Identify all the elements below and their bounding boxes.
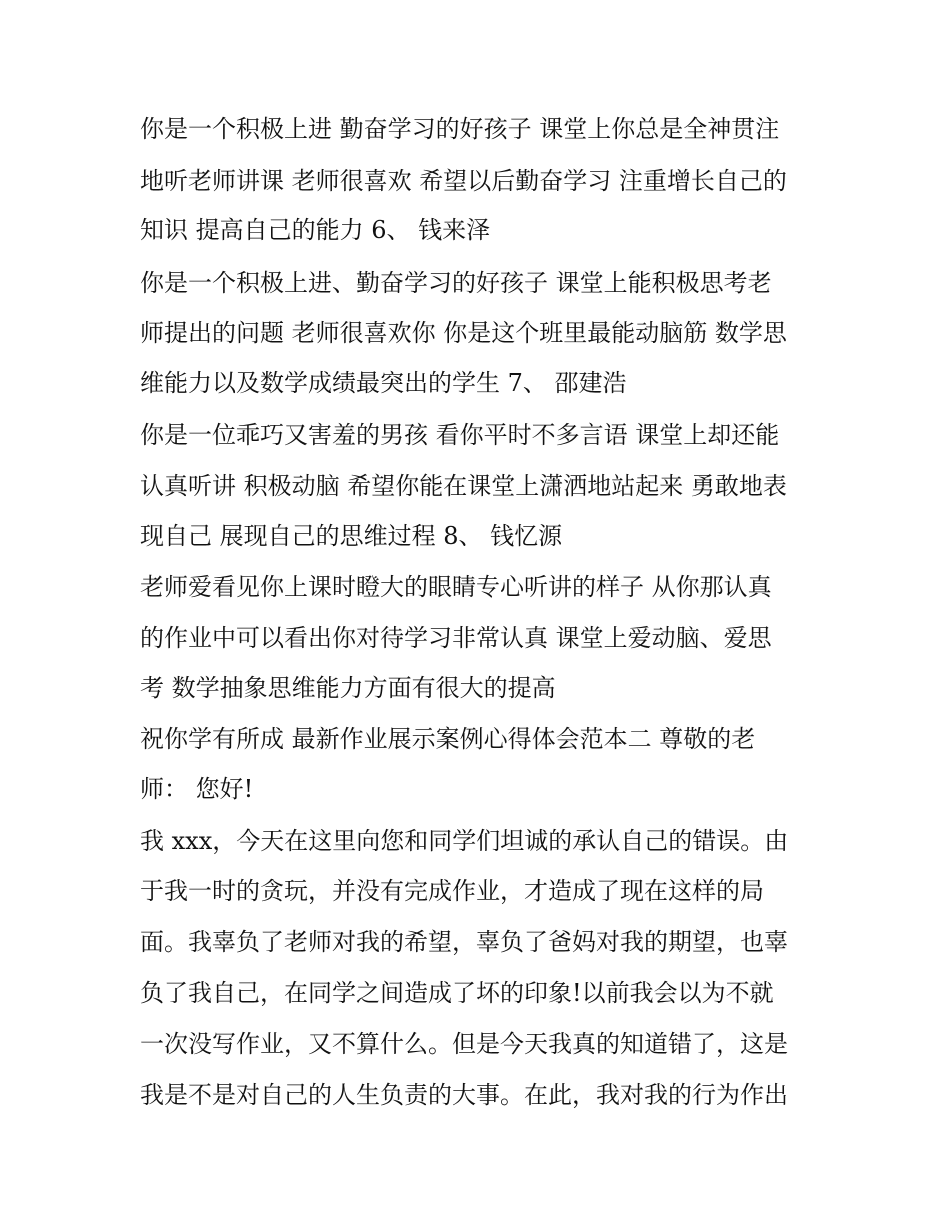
text-line: 我 xxx，今天在这里向您和同学们坦诚的承认自己的错误。由 (140, 827, 789, 855)
text-line: 负了我自己，在同学之间造成了坏的印象!以前我会以为不就 (140, 979, 774, 1007)
text-line: 师提出的问题 老师很喜欢你 你是这个班里最能动脑筋 数学思 (140, 319, 787, 347)
text-line: 祝你学有所成 最新作业展示案例心得体会范本二 尊敬的老 (140, 725, 756, 753)
text-line: 知识 提高自己的能力 6、 钱来泽 (140, 216, 491, 244)
text-line: 一次没写作业，又不算什么。但是今天我真的知道错了，这是 (140, 1030, 788, 1058)
text-line: 现自己 展现自己的思维过程 8、 钱忆源 (140, 522, 563, 550)
text-line: 师： 您好! (140, 775, 254, 803)
text-line: 维能力以及数学成绩最突出的学生 7、 邵建浩 (140, 369, 627, 397)
text-line: 的作业中可以看出你对待学习非常认真 课堂上爱动脑、爱思 (140, 624, 772, 652)
text-line: 你是一位乖巧又害羞的男孩 看你平时不多言语 课堂上却还能 (140, 421, 780, 449)
text-line: 于我一时的贪玩，并没有完成作业，才造成了现在这样的局 (140, 877, 764, 905)
text-line: 你是一个积极上进 勤奋学习的好孩子 课堂上你总是全神贯注 (140, 115, 780, 143)
text-line: 你是一个积极上进、勤奋学习的好孩子 课堂上能积极思考老 (140, 269, 772, 297)
text-line: 考 数学抽象思维能力方面有很大的提高 (140, 674, 556, 702)
text-line: 地听老师讲课 老师很喜欢 希望以后勤奋学习 注重增长自己的 (140, 167, 787, 195)
text-line: 面。我辜负了老师对我的希望，辜负了爸妈对我的期望，也辜 (140, 928, 788, 956)
text-line: 我是不是对自己的人生负责的大事。在此，我对我的行为作出 (140, 1081, 788, 1109)
text-line: 老师爱看见你上课时瞪大的眼睛专心听讲的样子 从你那认真 (140, 573, 772, 601)
text-line: 认真听讲 积极动脑 希望你能在课堂上潇洒地站起来 勇敢地表 (140, 472, 787, 500)
